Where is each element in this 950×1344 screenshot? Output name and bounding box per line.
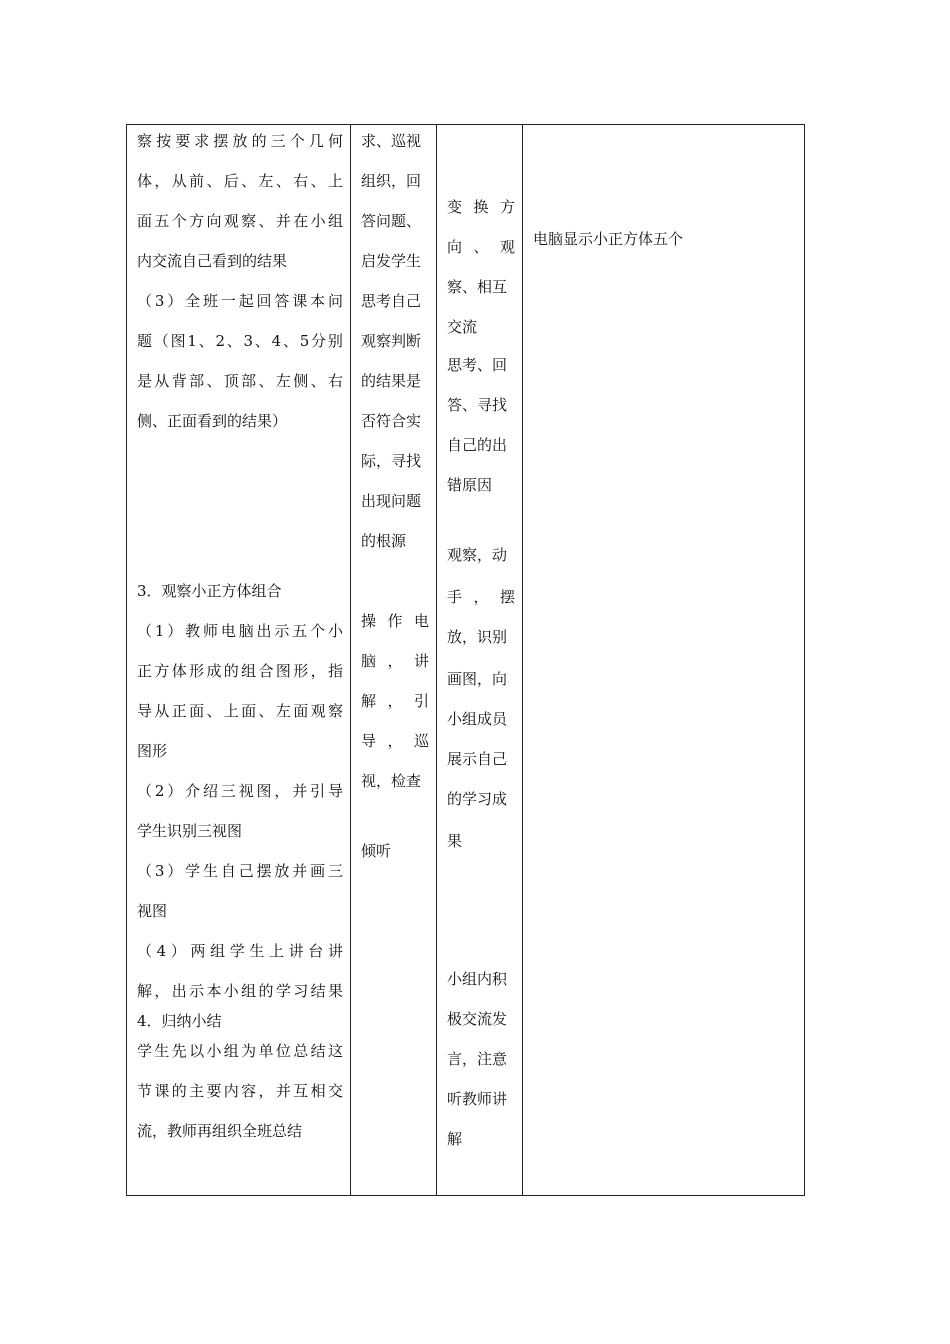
text-line: 的结果是 (361, 372, 422, 390)
text-line: 面 五 个 方 向 观 察 、 并 在 小 组 (137, 212, 343, 230)
text-line: 际，寻找 (361, 452, 422, 470)
text-line: 小组内积 (447, 970, 508, 988)
text-line: 交流 (447, 318, 478, 336)
media-notes-cell (523, 125, 804, 1195)
text-line: 学生识别三视图 (137, 822, 243, 840)
text-line: 解 ， 出 示 本 小 组 的 学 习 结 果 (137, 982, 343, 1000)
text-line: 电脑显示小正方体五个 (533, 230, 684, 248)
text-line: 自己的出 (447, 436, 508, 454)
text-line: 变 换 方 (447, 198, 515, 216)
text-line: 果 (447, 832, 463, 850)
text-line: 放，识别 (447, 628, 508, 646)
text-line: （ 4 ） 两 组 学 生 上 讲 台 讲 (137, 942, 343, 960)
text-line: 正 方 体 形 成 的 组 合 图 形 ， 指 (137, 662, 343, 680)
text-line: 言，注意 (447, 1050, 508, 1068)
text-line: 极交流发 (447, 1010, 508, 1028)
text-line: 思考自己 (361, 292, 422, 310)
text-line: 体 ， 从 前 、 后 、 左 、 右 、 上 (137, 172, 343, 190)
text-line: 3．观察小正方体组合 (137, 582, 282, 600)
text-line: 脑 ， 讲 (361, 652, 429, 670)
text-line: 手 ， 摆 (447, 588, 515, 606)
text-line: 听教师讲 (447, 1090, 508, 1108)
text-line: 解 (447, 1130, 463, 1148)
text-line: 否符合实 (361, 412, 422, 430)
text-line: 观察判断 (361, 332, 422, 350)
text-line: 的学习成 (447, 790, 508, 808)
text-line: 出现问题 (361, 492, 422, 510)
text-line: 答问题、 (361, 212, 422, 230)
text-line: 学 生 先 以 小 组 为 单 位 总 结 这 (137, 1042, 343, 1060)
text-line: 图形 (137, 742, 168, 760)
text-line: 导 ， 巡 (361, 732, 429, 750)
text-line: 内交流自己看到的结果 (137, 252, 288, 270)
teacher-activity-cell (351, 125, 436, 1195)
text-line: 展示自己 (447, 750, 508, 768)
text-line: 错原因 (447, 476, 493, 494)
text-line: （ 3 ） 学 生 自 己 摆 放 并 画 三 (137, 862, 343, 880)
teaching-content-cell (127, 125, 350, 1195)
text-line: 是 从 背 部 、 顶 部 、 左 侧 、 右 (137, 372, 343, 390)
text-line: 倾听 (361, 842, 392, 860)
text-line: 向 、 观 (447, 238, 515, 256)
text-line: 小组成员 (447, 710, 508, 728)
text-line: （ 1 ） 教 师 电 脑 出 示 五 个 小 (137, 622, 343, 640)
text-line: （ 2 ） 介 绍 三 视 图 ， 并 引 导 (137, 782, 343, 800)
text-line: 思考、回 (447, 356, 508, 374)
text-line: 节 课 的 主 要 内 容 ， 并 互 相 交 (137, 1082, 343, 1100)
text-line: 4．归纳小结 (137, 1012, 222, 1030)
text-line: 操 作 电 (361, 612, 429, 630)
text-line: 流，教师再组织全班总结 (137, 1122, 303, 1140)
text-line: 导 从 正 面 、 上 面 、 左 面 观 察 (137, 702, 343, 720)
text-line: 侧、正面看到的结果） (137, 412, 288, 430)
student-activity-cell (437, 125, 522, 1195)
text-line: （ 3 ） 全 班 一 起 回 答 课 本 问 (137, 292, 343, 310)
text-line: 求、巡视 (361, 132, 422, 150)
text-line: 察、相互 (447, 278, 508, 296)
text-line: 观察，动 (447, 546, 508, 564)
text-line: 视，检查 (361, 772, 422, 790)
lesson-table (126, 124, 805, 1196)
text-line: 启发学生 (361, 252, 422, 270)
text-line: 视图 (137, 902, 168, 920)
text-line: 题 （ 图 1 、 2 、 3 、 4 、 5 分 别 (137, 332, 343, 350)
text-line: 的根源 (361, 532, 407, 550)
text-line: 画图，向 (447, 670, 508, 688)
text-line: 解 ， 引 (361, 692, 429, 710)
text-line: 察 按 要 求 摆 放 的 三 个 几 何 (137, 132, 343, 150)
text-line: 答、寻找 (447, 396, 508, 414)
text-line: 组织，回 (361, 172, 422, 190)
